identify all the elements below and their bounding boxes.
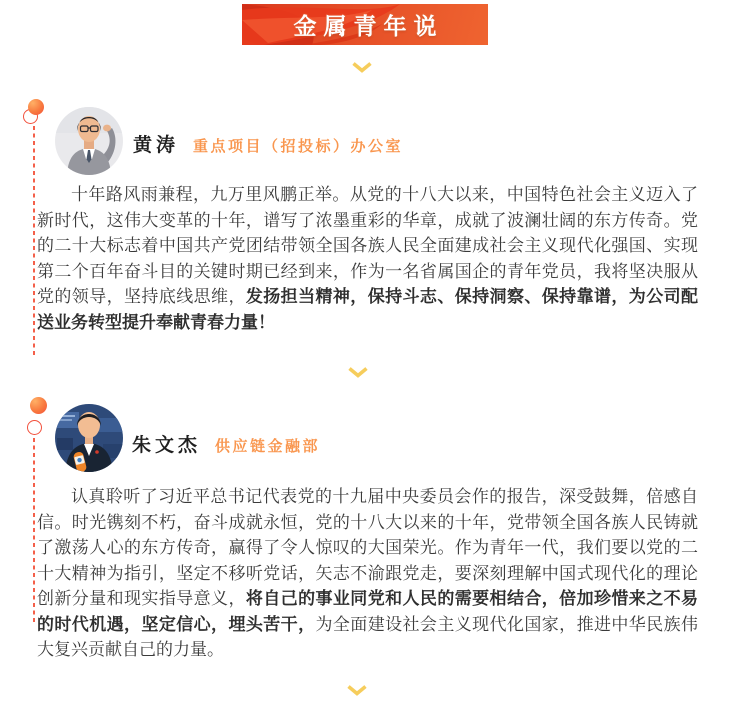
chevron-down-icon [347,366,369,379]
speaker-name: 朱文杰 [132,435,202,456]
avatar-huangtao [55,107,123,175]
dashed-timeline [33,438,35,624]
chevron-down-icon [351,61,373,74]
speaker-header [133,130,403,156]
marker-gradient-circle [28,99,44,115]
speaker-department: 重点项目（招投标）办公室 [193,138,404,155]
speech-paragraph [37,182,698,335]
marker-ring-circle [27,420,42,435]
speaker-department: 供应链金融部 [215,438,321,455]
title-banner [242,4,488,45]
avatar-zhuwenjie [55,404,123,472]
paragraph-segment: 认真聆听了习近平总书记代表党的十九届中央委员会作的报告，深受鼓舞，倍感自信。时光镌刻不朽，奋斗成就永恒，党的十八大以来的十年，党带领全国各族人民铸就了激荡人心的东方传奇，赢得了令人惊叹的大国荣光。作为青年一代，我们要以党的二十大精神为指引，坚定不移听党话，矢志不渝跟党走，要深刻理解中国式现代化的理论创新分量和现实指导意义， [37,487,698,608]
paragraph-segment: 十年路风雨兼程，九万里风鹏正举。从党的十八大以来，中国特色社会主义迈入了新时代，这伟大变革的十年，谱写了浓墨重彩的华章，成就了波澜壮阔的东方传奇。党的二十大标志着中国共产党团结带领全国各族人民全面建成社会主义现代化强国、实现第二个百年奋斗目的关键时期已经到来，作为一名省属国企的青年党员，我将坚决服从党的领导，坚持底线思维， [37,185,698,306]
paragraph-segment-emphasis: 将自己的事业同党和人民的需要相结合，倍加珍惜来之不易的时代机遇，坚定信心，埋头苦干， [37,589,699,634]
speaker-name: 黄涛 [133,135,180,156]
speech-paragraph [37,484,698,663]
paragraph-segment: 为全面建设社会主义现代化国家，推进中华民族伟大复兴贡献自己的力量。 [37,614,699,659]
speaker-header [132,430,320,456]
marker-gradient-circle [30,397,47,414]
chevron-down-icon [346,684,368,697]
dashed-timeline [33,126,35,355]
paragraph-segment-emphasis: 发扬担当精神，保持斗志、保持洞察、保持靠谱，为公司配送业务转型提升奉献青春力量！ [37,287,699,332]
page-title: 金属青年说 [293,13,444,39]
